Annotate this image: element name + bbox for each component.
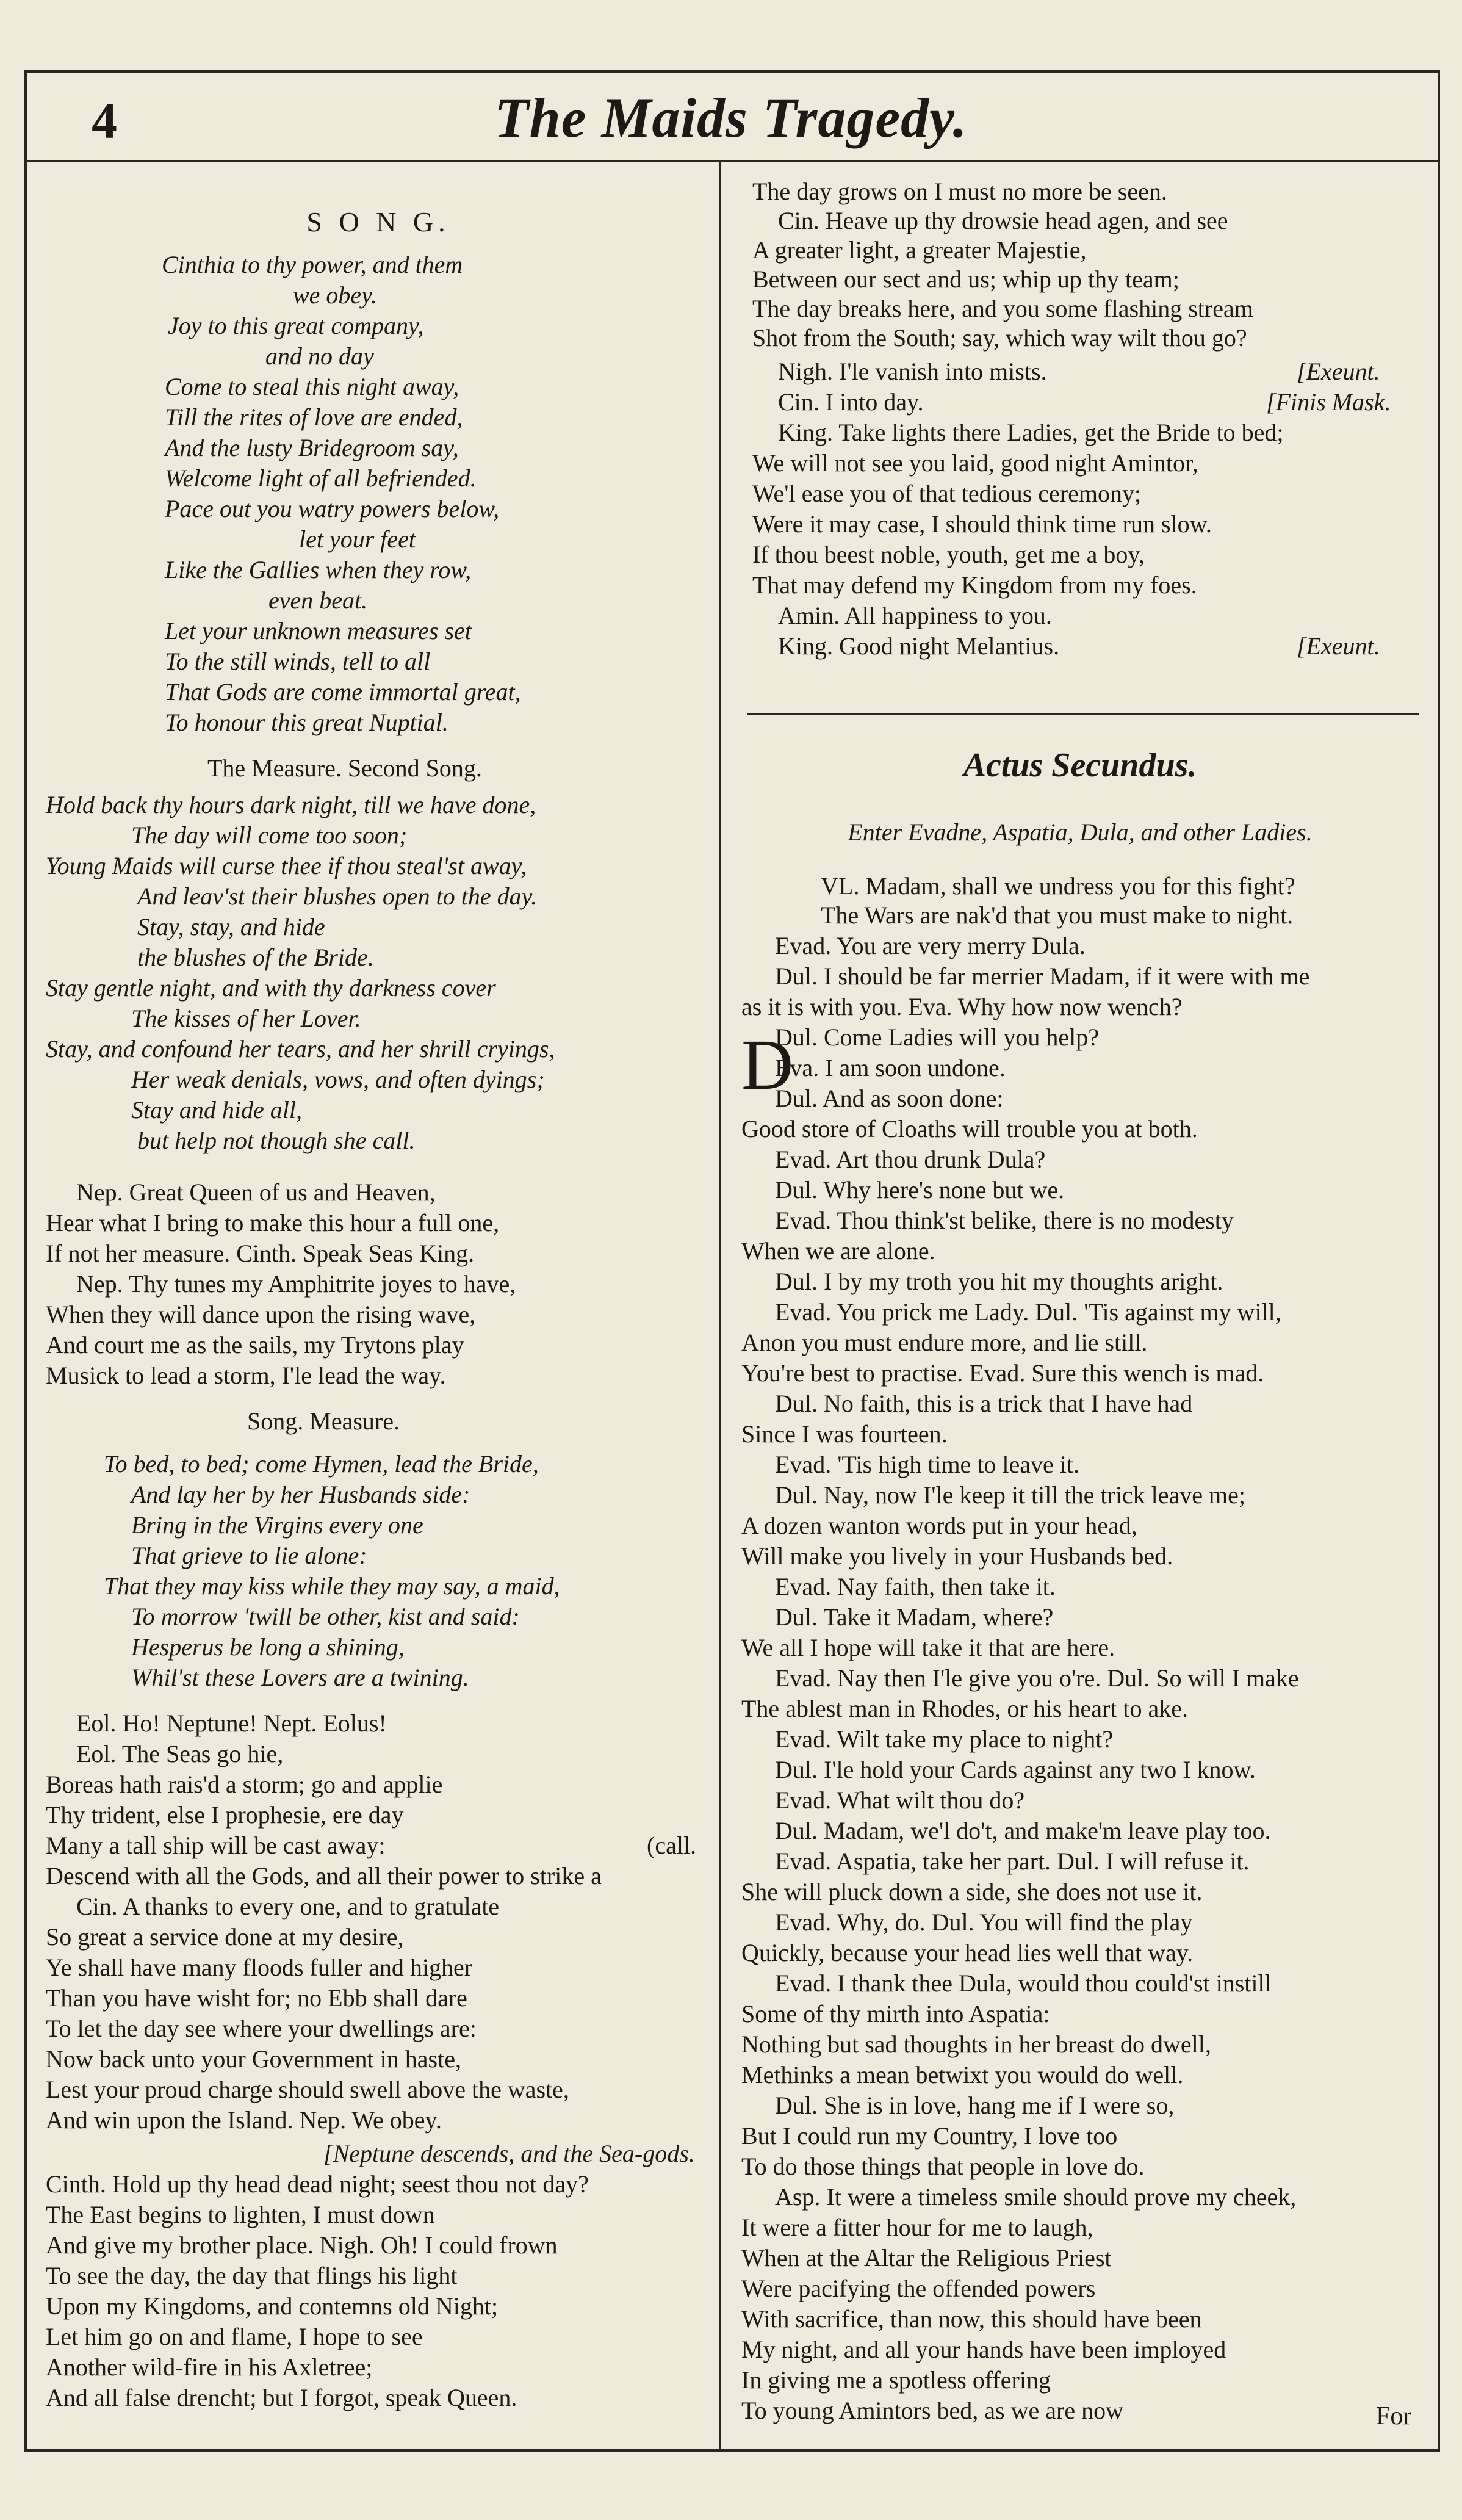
text-line: With sacrifice, than now, this should have been bbox=[741, 2305, 1202, 2333]
text-line: Eva. I am soon undone. bbox=[775, 1054, 1006, 1081]
text-line: The Measure. Second Song. bbox=[207, 754, 482, 782]
text-line: In giving me a spotless offering bbox=[741, 2366, 1051, 2394]
text-line: Like the Gallies when they row, bbox=[165, 556, 472, 583]
catchword: For bbox=[1376, 2402, 1412, 2430]
text-line: And lay her by her Husbands side: bbox=[131, 1481, 470, 1508]
text-line: Anon you must endure more, and lie still. bbox=[741, 1329, 1148, 1356]
text-line: Welcome light of all befriended. bbox=[165, 464, 477, 492]
text-line: even beat. bbox=[268, 587, 368, 614]
text-line: Will make you lively in your Husbands bed. bbox=[741, 1542, 1173, 1570]
text-line: Dul. Madam, we'l do't, and make'm leave play too. bbox=[775, 1817, 1271, 1844]
text-line: King. Take lights there Ladies, get the Bride to bed; bbox=[778, 419, 1284, 446]
text-line: Cin. Heave up thy drowsie head agen, and see bbox=[778, 207, 1228, 234]
text-line: [Finis Mask. bbox=[1266, 388, 1391, 416]
text-line: Since I was fourteen. bbox=[741, 1420, 948, 1448]
text-line: Nigh. I'le vanish into mists. bbox=[778, 358, 1047, 385]
text-line: Lest your proud charge should swell above the waste, bbox=[46, 2076, 569, 2103]
text-line: S O N G. bbox=[306, 206, 450, 237]
text-line: Evad. Nay then I'le give you o're. Dul. So will I make bbox=[775, 1664, 1299, 1692]
text-line: let your feet bbox=[299, 525, 416, 553]
text-line: We'l ease you of that tedious ceremony; bbox=[752, 480, 1142, 507]
text-line: [Exeunt. bbox=[1297, 632, 1380, 660]
text-line: You're best to practise. Evad. Sure this wench is mad. bbox=[741, 1359, 1264, 1387]
text-line: A dozen wanton words put in your head, bbox=[741, 1512, 1137, 1539]
text-line: And win upon the Island. Nep. We obey. bbox=[46, 2106, 442, 2134]
text-line: Till the rites of love are ended, bbox=[165, 403, 463, 431]
text-line: My night, and all your hands have been imployed bbox=[741, 2336, 1226, 2363]
frame-right-rule bbox=[1438, 70, 1440, 2450]
text-line: Evad. Why, do. Dul. You will find the play bbox=[775, 1908, 1193, 1936]
text-line: The day grows on I must no more be seen. bbox=[752, 178, 1167, 205]
text-line: Some of thy mirth into Aspatia: bbox=[741, 2000, 1050, 2027]
text-line: Many a tall ship will be cast away: bbox=[46, 1832, 386, 1859]
text-line: Musick to lead a storm, I'le lead the way. bbox=[46, 1362, 446, 1389]
text-line: Eol. Ho! Neptune! Nept. Eolus! bbox=[76, 1709, 387, 1737]
text-line: Hesperus be long a shining, bbox=[131, 1633, 405, 1661]
text-line: Pace out you watry powers below, bbox=[165, 495, 500, 522]
text-line: we obey. bbox=[293, 281, 377, 309]
text-line: Descend with all the Gods, and all their power to strike a bbox=[46, 1862, 602, 1890]
text-line: To let the day see where your dwellings are: bbox=[46, 2015, 477, 2042]
text-line: and no day bbox=[265, 342, 374, 370]
text-line: The ablest man in Rhodes, or his heart to ake. bbox=[741, 1695, 1189, 1722]
frame-left-rule bbox=[24, 70, 27, 2450]
text-line: Eol. The Seas go hie, bbox=[76, 1740, 284, 1767]
column-divider bbox=[719, 160, 721, 2450]
text-line: To the still winds, tell to all bbox=[165, 648, 431, 675]
text-line: Dul. She is in love, hang me if I were so, bbox=[775, 2092, 1175, 2119]
text-line: But I could run my Country, I love too bbox=[741, 2122, 1118, 2150]
text-line: To do those things that people in love do. bbox=[741, 2153, 1145, 2180]
text-line: Let your unknown measures set bbox=[165, 617, 472, 644]
text-line: Dul. I should be far merrier Madam, if it were with me bbox=[775, 962, 1310, 990]
text-line: [Exeunt. bbox=[1297, 358, 1380, 385]
text-line: Another wild-fire in his Axletree; bbox=[46, 2353, 373, 2381]
text-line: Young Maids will curse thee if thou steal'st away, bbox=[46, 852, 527, 879]
header-rule bbox=[27, 160, 1438, 162]
text-line: the blushes of the Bride. bbox=[137, 944, 374, 971]
running-title: The Maids Tragedy. bbox=[494, 87, 968, 149]
text-line: Dul. Why here's none but we. bbox=[775, 1176, 1065, 1204]
text-line: Evad. I thank thee Dula, would thou could'st instill bbox=[775, 1969, 1272, 1997]
act-divider-rule bbox=[747, 713, 1419, 715]
text-line: Asp. It were a timeless smile should prove my cheek, bbox=[775, 2183, 1297, 2211]
frame-bottom-rule bbox=[24, 2449, 1440, 2452]
text-line: We all I hope will take it that are here. bbox=[741, 1634, 1115, 1661]
text-line: If thou beest noble, youth, get me a boy, bbox=[752, 541, 1145, 568]
text-line: Than you have wisht for; no Ebb shall dare bbox=[46, 1984, 467, 2012]
text-line: King. Good night Melantius. bbox=[778, 632, 1060, 660]
text-line: Her weak denials, vows, and often dyings; bbox=[131, 1066, 545, 1093]
text-line: That may defend my Kingdom from my foes. bbox=[752, 571, 1197, 599]
text-line: Come to steal this night away, bbox=[165, 373, 459, 400]
text-line: When we are alone. bbox=[741, 1237, 935, 1265]
text-line: Upon my Kingdoms, and contemns old Night; bbox=[46, 2292, 499, 2320]
text-line: And the lusty Bridegroom say, bbox=[165, 434, 459, 461]
text-line: It were a fitter hour for me to laugh, bbox=[741, 2214, 1093, 2241]
text-line: The kisses of her Lover. bbox=[131, 1005, 361, 1032]
text-line: but help not though she call. bbox=[137, 1127, 416, 1154]
text-line: Evad. 'Tis high time to leave it. bbox=[775, 1451, 1080, 1478]
text-line: Evad. You are very merry Dula. bbox=[775, 932, 1086, 959]
text-line: Dul. I by my troth you hit my thoughts aright. bbox=[775, 1268, 1223, 1295]
text-line: Whil'st these Lovers are a twining. bbox=[131, 1664, 469, 1691]
text-line: Were it may case, I should think time run slow. bbox=[752, 510, 1212, 538]
drop-cap: D bbox=[741, 1025, 794, 1105]
text-line: Now back unto your Government in haste, bbox=[46, 2045, 461, 2073]
text-line: as it is with you. Eva. Why how now wench? bbox=[741, 993, 1183, 1020]
text-line: Amin. All happiness to you. bbox=[778, 602, 1052, 629]
text-line: (call. bbox=[647, 1832, 697, 1859]
text-line: Thy trident, else I prophesie, ere day bbox=[46, 1801, 404, 1829]
text-line: Boreas hath rais'd a storm; go and applie bbox=[46, 1771, 443, 1798]
text-line: Nep. Great Queen of us and Heaven, bbox=[76, 1179, 436, 1206]
text-line: Good store of Cloaths will trouble you at both. bbox=[741, 1115, 1198, 1143]
text-line: Hold back thy hours dark night, till we have done, bbox=[46, 791, 536, 818]
text-line: So great a service done at my desire, bbox=[46, 1923, 404, 1951]
text-line: We will not see you laid, good night Amintor, bbox=[752, 449, 1198, 477]
text-line: VL. Madam, shall we undress you for this fight? bbox=[821, 872, 1295, 900]
text-line: Stay, stay, and hide bbox=[137, 913, 325, 940]
text-line: Cinth. Hold up thy head dead night; seest thou not day? bbox=[46, 2170, 589, 2198]
text-line: Actus Secundus. bbox=[963, 746, 1197, 784]
text-line: Shot from the South; say, which way wilt thou go? bbox=[752, 324, 1247, 352]
text-line: Evad. What wilt thou do? bbox=[775, 1786, 1025, 1814]
text-line: Cinthia to thy power, and them bbox=[162, 251, 463, 278]
text-line: Were pacifying the offended powers bbox=[741, 2275, 1096, 2302]
text-line: The day breaks here, and you some flashing stream bbox=[752, 295, 1253, 322]
text-line: To morrow 'twill be other, kist and said: bbox=[131, 1603, 520, 1630]
text-line: Evad. Thou think'st belike, there is no modesty bbox=[775, 1207, 1234, 1234]
text-line: Dul. And as soon done: bbox=[775, 1085, 1004, 1112]
text-line: Nep. Thy tunes my Amphitrite joyes to have, bbox=[76, 1270, 516, 1298]
text-line: The Wars are nak'd that you must make to night. bbox=[821, 901, 1294, 929]
text-line: To bed, to bed; come Hymen, lead the Bride, bbox=[104, 1450, 539, 1478]
text-line: Evad. Nay faith, then take it. bbox=[775, 1573, 1056, 1600]
text-line: Stay, and confound her tears, and her shrill cryings, bbox=[46, 1035, 555, 1063]
text-line: She will pluck down a side, she does not use it. bbox=[741, 1878, 1203, 1905]
text-line: Bring in the Virgins every one bbox=[131, 1511, 423, 1539]
text-line: That grieve to lie alone: bbox=[131, 1542, 367, 1569]
text-line: Methinks a mean betwixt you would do well. bbox=[741, 2061, 1184, 2089]
text-line: If not her measure. Cinth. Speak Seas King. bbox=[46, 1240, 475, 1267]
text-line: Nothing but sad thoughts in her breast do dwell, bbox=[741, 2031, 1211, 2058]
text-line: When they will dance upon the rising wave, bbox=[46, 1301, 476, 1328]
text-line: When at the Altar the Religious Priest bbox=[741, 2244, 1112, 2272]
text-line: Evad. Art thou drunk Dula? bbox=[775, 1146, 1046, 1173]
text-line: Quickly, because your head lies well that way. bbox=[741, 1939, 1194, 1966]
text-line: Stay gentle night, and with thy darkness cover bbox=[46, 974, 496, 1002]
text-line: Ye shall have many floods fuller and higher bbox=[46, 1954, 473, 1981]
text-line: Dul. Take it Madam, where? bbox=[775, 1603, 1054, 1631]
text-line: Song. Measure. bbox=[247, 1407, 400, 1435]
text-line: Cin. I into day. bbox=[778, 388, 924, 416]
text-line: Dul. I'le hold your Cards against any two I know. bbox=[775, 1756, 1256, 1783]
text-line: Evad. You prick me Lady. Dul. 'Tis against my will, bbox=[775, 1298, 1281, 1326]
text-line: Hear what I bring to make this hour a full one, bbox=[46, 1209, 500, 1237]
text-line: Joy to this great company, bbox=[168, 312, 424, 339]
text-line: [Neptune descends, and the Sea-gods. bbox=[323, 2140, 695, 2167]
text-line: The day will come too soon; bbox=[131, 821, 408, 849]
page-number: 4 bbox=[92, 93, 117, 150]
text-line: Between our sect and us; whip up thy team; bbox=[752, 265, 1179, 293]
text-line: Stay and hide all, bbox=[131, 1096, 302, 1124]
text-line: And court me as the sails, my Trytons play bbox=[46, 1331, 464, 1359]
text-line: Enter Evadne, Aspatia, Dula, and other Ladies. bbox=[848, 818, 1313, 846]
text-line: Dul. No faith, this is a trick that I have had bbox=[775, 1390, 1193, 1417]
text-line: And all false drencht; but I forgot, speak Queen. bbox=[46, 2384, 517, 2411]
text-line: To young Amintors bed, as we are now bbox=[741, 2397, 1123, 2424]
text-line: To honour this great Nuptial. bbox=[165, 709, 448, 736]
text-line: And leav'st their blushes open to the day. bbox=[137, 883, 538, 910]
text-line: Cin. A thanks to every one, and to gratulate bbox=[76, 1893, 500, 1920]
text-line: That they may kiss while they may say, a maid, bbox=[104, 1572, 560, 1600]
text-line: Dul. Nay, now I'le keep it till the trick leave me; bbox=[775, 1481, 1246, 1509]
text-line: Evad. Wilt take my place to night? bbox=[775, 1725, 1114, 1753]
text-line: Let him go on and flame, I hope to see bbox=[46, 2323, 423, 2350]
text-line: That Gods are come immortal great, bbox=[165, 678, 521, 706]
text-line: To see the day, the day that flings his light bbox=[46, 2262, 458, 2289]
text-line: The East begins to lighten, I must down bbox=[46, 2201, 435, 2228]
frame-top-rule bbox=[24, 70, 1440, 73]
text-line: Evad. Aspatia, take her part. Dul. I will refuse it. bbox=[775, 1847, 1250, 1875]
text-line: Dul. Come Ladies will you help? bbox=[775, 1024, 1100, 1051]
text-line: And give my brother place. Nigh. Oh! I could frown bbox=[46, 2231, 558, 2259]
text-line: A greater light, a greater Majestie, bbox=[752, 236, 1087, 264]
